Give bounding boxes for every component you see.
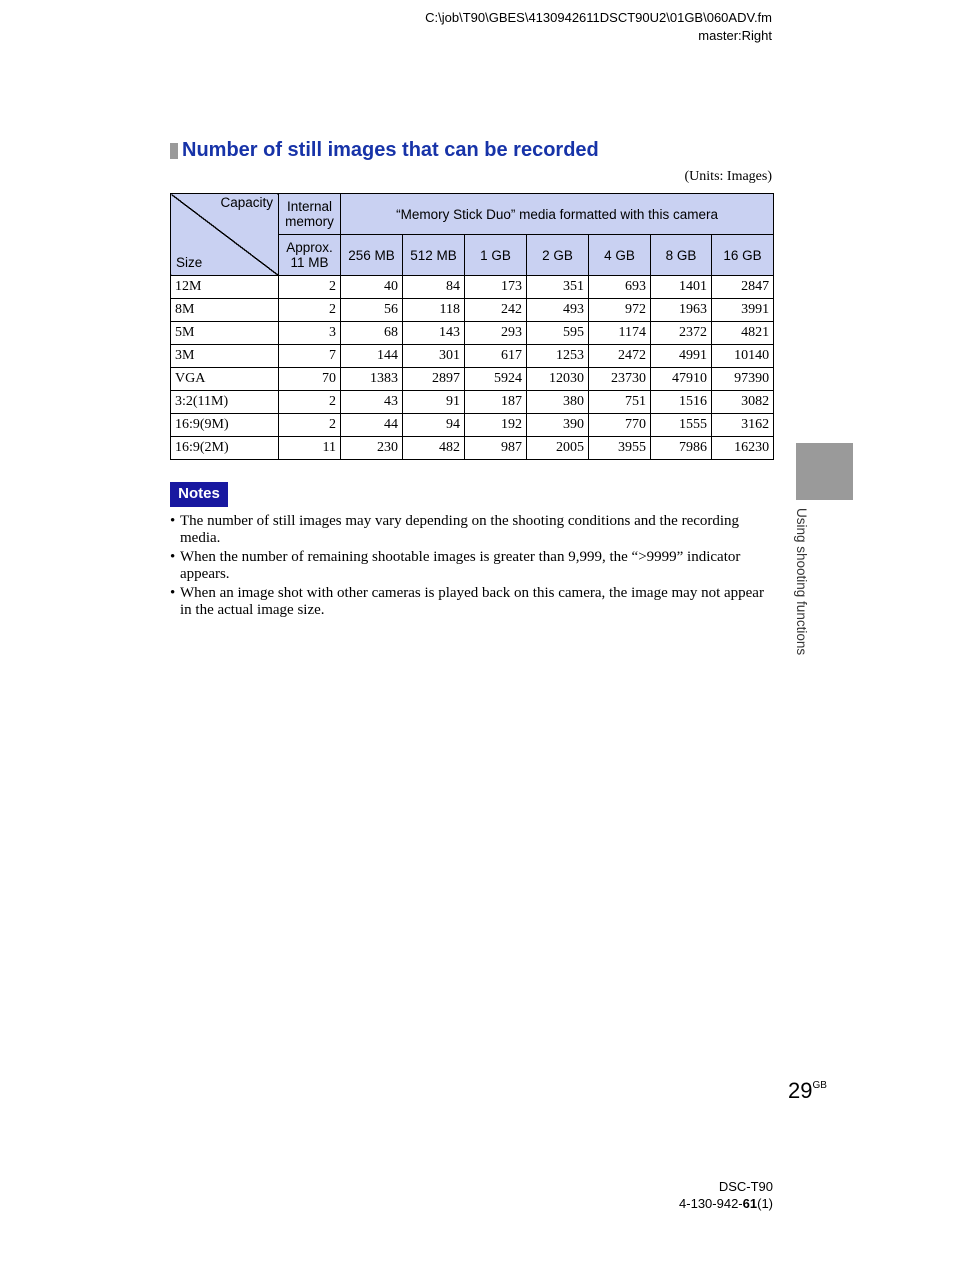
value-cell: 173 [465,276,527,299]
note-text: When an image shot with other cameras is played back on this camera, the image may not appear in the actual image size. [180,585,764,618]
value-cell: 2 [279,299,341,322]
bullet-icon: • [170,549,176,565]
value-cell: 1401 [651,276,712,299]
value-cell: 43 [341,391,403,414]
size-cell: 12M [171,276,279,299]
section-heading [170,139,599,162]
value-cell: 380 [527,391,589,414]
value-cell: 2 [279,414,341,437]
size-cell: 16:9(9M) [171,414,279,437]
notes-list [170,513,773,621]
capacity-header-cell: 16 GB [712,235,774,276]
value-cell: 987 [465,437,527,460]
table-body [171,276,774,460]
value-cell: 2372 [651,322,712,345]
value-cell: 56 [341,299,403,322]
value-cell: 97390 [712,368,774,391]
value-cell: 972 [589,299,651,322]
value-cell: 293 [465,322,527,345]
value-cell: 70 [279,368,341,391]
value-cell: 192 [465,414,527,437]
value-cell: 770 [589,414,651,437]
document-code: 4-130-942-61(1) [679,1196,773,1211]
value-cell: 2 [279,276,341,299]
value-cell: 2 [279,391,341,414]
capacity-header-cell: 256 MB [341,235,403,276]
value-cell: 617 [465,345,527,368]
capacity-header-cell: 4 GB [589,235,651,276]
capacity-header-cell: 8 GB [651,235,712,276]
value-cell: 242 [465,299,527,322]
size-cell: VGA [171,368,279,391]
size-header: Size [176,255,203,270]
file-path: C:\job\T90\GBES\4130942611DSCT90U2\01GB\060ADV.fm [425,10,772,25]
value-cell: 10140 [712,345,774,368]
value-cell: 40 [341,276,403,299]
value-cell: 493 [527,299,589,322]
corner-header [171,194,279,276]
note-item [170,585,773,619]
value-cell: 7 [279,345,341,368]
table-row [171,437,774,460]
value-cell: 351 [527,276,589,299]
capacity-header-cell: 2 GB [527,235,589,276]
page-number: $29^{GB}$ [788,1078,827,1103]
value-cell: 595 [527,322,589,345]
value-cell: 118 [403,299,465,322]
value-cell: 1383 [341,368,403,391]
section-tab-marker [796,443,853,500]
section-title: Number of still images that can be recorded [182,139,599,161]
value-cell: 11 [279,437,341,460]
capacity-header-cell: 1 GB [465,235,527,276]
section-side-label: Using shooting functions [794,508,809,656]
value-cell: 1555 [651,414,712,437]
value-cell: 1253 [527,345,589,368]
note-item [170,513,773,547]
value-cell: 23730 [589,368,651,391]
value-cell: 2472 [589,345,651,368]
size-cell: 3:2(11M) [171,391,279,414]
value-cell: 751 [589,391,651,414]
value-cell: 2005 [527,437,589,460]
value-cell: 144 [341,345,403,368]
value-cell: 68 [341,322,403,345]
value-cell: 1516 [651,391,712,414]
notes-badge: Notes [170,482,228,507]
value-cell: 4821 [712,322,774,345]
value-cell: 3082 [712,391,774,414]
table-row [171,322,774,345]
table-row [171,345,774,368]
value-cell: 44 [341,414,403,437]
table-row [171,299,774,322]
page-suffix: GB [812,1080,827,1091]
units-note: (Units: Images) [684,169,772,184]
value-cell: 3991 [712,299,774,322]
value-cell: 47910 [651,368,712,391]
footer [679,1178,773,1212]
value-cell: 1963 [651,299,712,322]
size-cell: 3M [171,345,279,368]
value-cell: 143 [403,322,465,345]
heading-marker-icon [170,143,178,159]
size-cell: 5M [171,322,279,345]
note-item [170,549,773,583]
value-cell: 3 [279,322,341,345]
note-text: The number of still images may vary depending on the shooting conditions and the recording media. [180,513,740,546]
value-cell: 301 [403,345,465,368]
value-cell: 7986 [651,437,712,460]
value-cell: 2847 [712,276,774,299]
value-cell: 94 [403,414,465,437]
table-row [171,414,774,437]
internal-size-header: Approx. 11 MB [279,235,341,276]
bullet-icon: • [170,513,176,529]
value-cell: 230 [341,437,403,460]
memory-stick-header: “Memory Stick Duo” media formatted with this camera [341,194,774,235]
file-path-header [425,9,772,45]
internal-memory-header: Internal memory [279,194,341,235]
table-row [171,368,774,391]
image-count-table [170,193,774,460]
value-cell: 12030 [527,368,589,391]
capacity-header-cell: 512 MB [403,235,465,276]
value-cell: 2897 [403,368,465,391]
value-cell: 5924 [465,368,527,391]
value-cell: 16230 [712,437,774,460]
bullet-icon: • [170,585,176,601]
capacity-header: Capacity [220,195,273,210]
value-cell: 187 [465,391,527,414]
value-cell: 1174 [589,322,651,345]
value-cell: 693 [589,276,651,299]
size-cell: 16:9(2M) [171,437,279,460]
model-name: DSC-T90 [718,1179,773,1194]
value-cell: 84 [403,276,465,299]
master-page-label: master:Right [698,28,772,43]
table-row [171,276,774,299]
note-text: When the number of remaining shootable images is greater than 9,999, the “>9999” indicator appears. [180,549,741,582]
value-cell: 91 [403,391,465,414]
value-cell: 4991 [651,345,712,368]
value-cell: 3955 [589,437,651,460]
size-cell: 8M [171,299,279,322]
value-cell: 3162 [712,414,774,437]
value-cell: 390 [527,414,589,437]
table-row [171,391,774,414]
value-cell: 482 [403,437,465,460]
